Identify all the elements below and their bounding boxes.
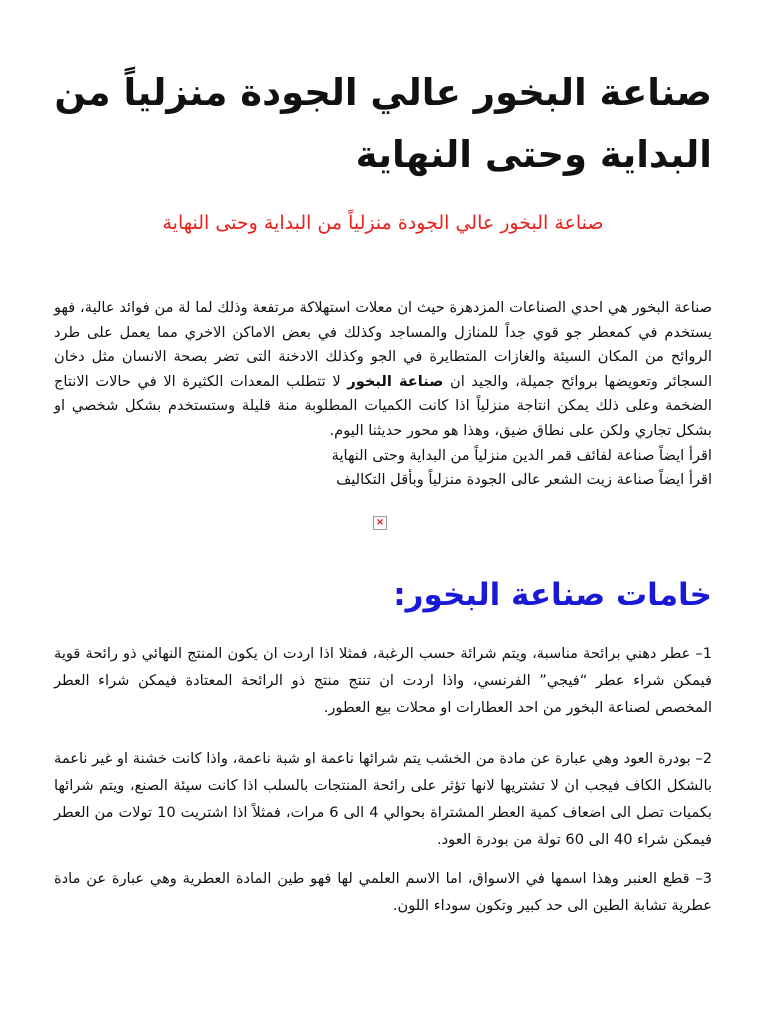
list-item: 1– عطر دهني برائحة مناسبة، ويتم شرائة حسب الرغبة، فمثلا اذا اردت ان يكون المنتج النهائي ذو رائحة قوية فيمكن شراء عطر “فيجي” الفرنسي، واذا اردت ان تنتج منتج ذو الرائحة المعتادة فيمكن شراء العطر المخصص لصناعة البخور من احد العطارات او محلات بيع العطور. [54, 644, 712, 716]
intro-section [54, 296, 712, 493]
list-item: 3– قطع العنبر وهذا اسمها في الاسواق، اما الاسم العلمي لها فهو طين المادة العطرية وهي عبارة عن مادة عطرية تشابة الطين الى حد كبير وتكون سوداء اللون. [54, 869, 712, 914]
article-subtitle: صناعة البخور عالي الجودة منزلياً من البداية وحتى النهاية [162, 212, 604, 234]
intro-text-part2: لا تتطلب المعدات الكثيرة الا في حالات الانتاج الضخمة وعلى ذلك يمكن انتاجة منزلياً اذا كانت الكميات المطلوبة منة قليلة وستستخدم بشكل شخصي او بشكل تجاري ولكن على نطاق ضيق، وهذا هو محور حديثنا اليوم. [54, 372, 712, 439]
intro-paragraph [54, 296, 712, 444]
page-title: صناعة البخور عالي الجودة منزلياً من البداية وحتى النهاية [54, 71, 712, 176]
intro-text-part1: صناعة البخور هي احدي الصناعات المزدهرة حيث ان معلات استهلاكة مرتفعة وذلك لما لة من فوائد عالية، فهو يستخدم في كمعطر جو قوي جداً للمنازل والمساجد وكذلك في بعض الاماكن الاخري مما يعمل على طرد الروائح من المكان السيئة والغازات المتطايرة في الجو وكذلك الادخنة التى تضر بصحة الانسان مثل دخان السجائر وتعويضها بروائح جميلة، والجيد ان [54, 299, 713, 390]
intro-bold-phrase: صناعة البخور [347, 372, 444, 390]
broken-image-icon: × [373, 516, 387, 530]
section-heading: خامات صناعة البخور: [393, 576, 712, 613]
related-link-1[interactable]: اقرأ ايضاً صناعة لفائف قمر الدين منزلياً من البداية وحتى النهاية [331, 446, 712, 464]
related-link-2[interactable]: اقرأ ايضاً صناعة زيت الشعر عالى الجودة منزلياً وبأقل التكاليف [336, 471, 712, 489]
list-item: 2– بودرة العود وهي عبارة عن مادة من الخشب يتم شرائها ناعمة او شبة ناعمة، واذا كانت خشنة او غير ناعمة بالشكل الكاف فيجب ان لا تشتريها لانها تؤثر على رائحة المنتجات بالسلب اذا كانت سيئة الصنع، ويتم شرائها بكميات تصل الى اضعاف كمية العطر المشتراة بحوالي 4 الى 6 مرات، فمثلاً اذا اشتريت 10 تولات من العطر فيمكن شراء 40 الى 60 تولة من بودرة العود. [54, 749, 712, 848]
materials-list [54, 640, 712, 919]
